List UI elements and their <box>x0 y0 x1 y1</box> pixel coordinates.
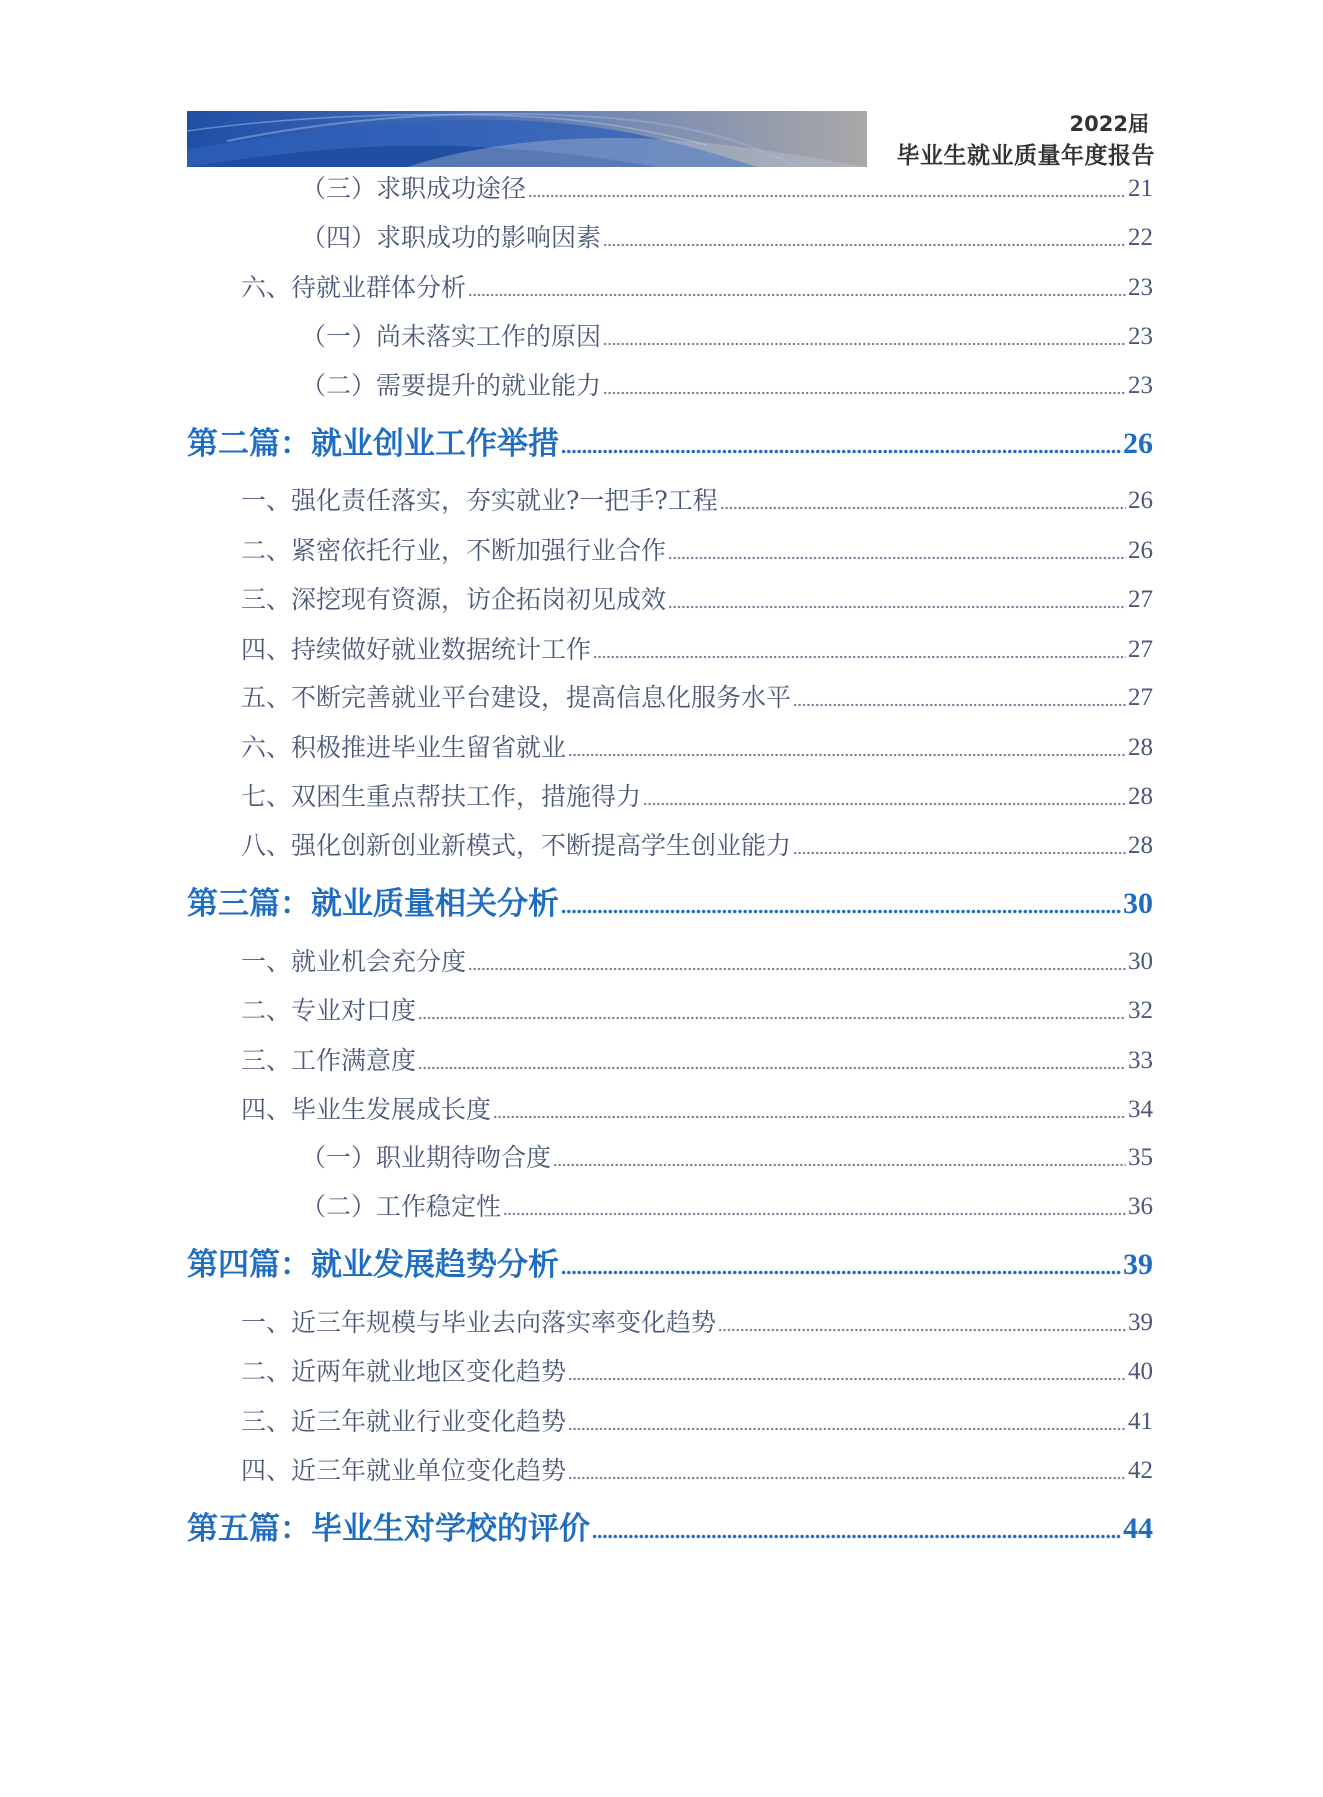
dot-leader <box>603 243 1126 247</box>
toc-entry-label: 五、不断完善就业平台建设，提高信息化服务水平 <box>241 683 792 712</box>
dot-leader <box>468 967 1126 971</box>
toc-entry[interactable] <box>187 1187 1153 1227</box>
toc-chapter-page: 44 <box>1123 1512 1153 1545</box>
toc-entry-label: 一、近三年规模与毕业去向落实率变化趋势 <box>241 1308 717 1337</box>
toc-entry-page: 41 <box>1128 1408 1153 1435</box>
toc-entry[interactable] <box>187 942 1153 982</box>
toc-chapter-page: 39 <box>1123 1248 1153 1281</box>
toc-entry-page: 26 <box>1128 537 1153 564</box>
toc-entry[interactable] <box>187 268 1153 308</box>
toc-entry[interactable] <box>187 580 1153 620</box>
dot-leader <box>568 1377 1126 1381</box>
dot-leader <box>418 1066 1126 1070</box>
toc-entry-page: 23 <box>1128 323 1153 350</box>
toc-entry-page: 27 <box>1128 586 1153 613</box>
toc-entry-label: 二、紧密依托行业，不断加强行业合作 <box>241 536 667 565</box>
toc-entry-label: 二、专业对口度 <box>241 996 417 1025</box>
dot-leader <box>603 342 1126 346</box>
toc-entry-page: 22 <box>1128 224 1153 251</box>
toc-entry-label: （三）求职成功途径 <box>301 174 527 203</box>
header-report-title: 毕业生就业质量年度报告 <box>896 143 1155 169</box>
toc-entry[interactable] <box>187 1041 1153 1081</box>
dot-leader <box>568 1476 1126 1480</box>
toc-entry-page: 42 <box>1128 1457 1153 1484</box>
dot-leader <box>553 1163 1126 1167</box>
toc-entry[interactable] <box>187 366 1153 406</box>
toc-entry-label: 三、深挖现有资源，访企拓岗初见成效 <box>241 585 667 614</box>
toc-entry[interactable] <box>187 630 1153 670</box>
dot-leader <box>561 449 1121 454</box>
toc-entry-page: 28 <box>1128 832 1153 859</box>
dot-leader <box>593 655 1126 659</box>
dot-leader <box>718 1328 1126 1332</box>
toc-entry[interactable] <box>187 317 1153 357</box>
toc-entry[interactable] <box>187 728 1153 768</box>
dot-leader <box>793 703 1126 707</box>
toc-entry[interactable] <box>187 1451 1153 1491</box>
toc-chapter-label: 第四篇：就业发展趋势分析 <box>187 1247 559 1283</box>
dot-leader <box>468 293 1126 297</box>
toc-entry-page: 33 <box>1128 1047 1153 1074</box>
toc-entry[interactable] <box>187 1138 1153 1178</box>
toc-chapter-label: 第三篇：就业质量相关分析 <box>187 886 559 922</box>
toc-entry-label: 二、近两年就业地区变化趋势 <box>241 1357 567 1386</box>
toc-entry-label: 八、强化创新创业新模式，不断提高学生创业能力 <box>241 831 792 860</box>
toc-entry[interactable] <box>187 777 1153 817</box>
toc-entry[interactable] <box>187 826 1153 866</box>
toc-entry-page: 30 <box>1128 948 1153 975</box>
dot-leader <box>503 1212 1126 1216</box>
toc-entry[interactable] <box>187 481 1153 521</box>
table-of-contents <box>187 0 1153 1797</box>
toc-entry[interactable] <box>187 1303 1153 1343</box>
toc-entry-page: 27 <box>1128 636 1153 663</box>
toc-entry-page: 35 <box>1128 1144 1153 1171</box>
toc-entry-page: 39 <box>1128 1309 1153 1336</box>
toc-entry-label: 四、持续做好就业数据统计工作 <box>241 635 592 664</box>
toc-entry-label: （一）职业期待吻合度 <box>301 1143 552 1172</box>
toc-entry-page: 28 <box>1128 783 1153 810</box>
dot-leader <box>528 194 1126 198</box>
toc-entry-page: 23 <box>1128 274 1153 301</box>
toc-chapter-label: 第五篇：毕业生对学校的评价 <box>187 1511 590 1547</box>
toc-chapter-page: 26 <box>1123 427 1153 460</box>
toc-entry-label: （四）求职成功的影响因素 <box>301 223 602 252</box>
toc-entry[interactable] <box>187 169 1153 209</box>
toc-entry-label: 一、强化责任落实，夯实就业?一把手?工程 <box>241 486 718 515</box>
toc-entry-page: 21 <box>1128 175 1153 202</box>
toc-chapter-heading[interactable] <box>187 882 1153 926</box>
toc-entry-page: 26 <box>1128 487 1153 514</box>
header-year-label: 2022届 <box>1069 112 1149 136</box>
toc-entry-label: 四、毕业生发展成长度 <box>241 1095 492 1124</box>
dot-leader <box>793 851 1126 855</box>
toc-chapter-page: 30 <box>1123 887 1153 920</box>
toc-entry-label: 六、待就业群体分析 <box>241 273 467 302</box>
toc-entry-page: 28 <box>1128 734 1153 761</box>
toc-entry-page: 23 <box>1128 372 1153 399</box>
toc-entry-label: 六、积极推进毕业生留省就业 <box>241 733 567 762</box>
dot-leader <box>493 1115 1126 1119</box>
dot-leader <box>561 1270 1121 1275</box>
dot-leader <box>603 391 1126 395</box>
toc-entry-label: 四、近三年就业单位变化趋势 <box>241 1456 567 1485</box>
toc-entry[interactable] <box>187 531 1153 571</box>
toc-entry-label: （二）工作稳定性 <box>301 1192 502 1221</box>
toc-entry[interactable] <box>187 991 1153 1031</box>
toc-entry-page: 36 <box>1128 1193 1153 1220</box>
dot-leader <box>643 802 1126 806</box>
toc-entry[interactable] <box>187 678 1153 718</box>
dot-leader <box>561 909 1121 914</box>
dot-leader <box>668 605 1126 609</box>
toc-entry[interactable] <box>187 1352 1153 1392</box>
dot-leader <box>568 1427 1126 1431</box>
toc-entry-page: 40 <box>1128 1358 1153 1385</box>
dot-leader <box>568 753 1126 757</box>
dot-leader <box>668 556 1126 560</box>
toc-chapter-heading[interactable] <box>187 422 1153 466</box>
toc-entry-label: 三、工作满意度 <box>241 1046 417 1075</box>
dot-leader <box>592 1534 1121 1539</box>
toc-entry-label: 一、就业机会充分度 <box>241 947 467 976</box>
toc-entry[interactable] <box>187 218 1153 258</box>
toc-entry-label: （一）尚未落实工作的原因 <box>301 322 602 351</box>
toc-entry[interactable] <box>187 1090 1153 1130</box>
toc-chapter-heading[interactable] <box>187 1507 1153 1551</box>
dot-leader <box>418 1016 1126 1020</box>
toc-chapter-heading[interactable] <box>187 1243 1153 1287</box>
toc-entry-page: 34 <box>1128 1096 1153 1123</box>
toc-entry-page: 32 <box>1128 997 1153 1024</box>
toc-entry-label: （二）需要提升的就业能力 <box>301 371 602 400</box>
dot-leader <box>720 506 1126 510</box>
toc-entry[interactable] <box>187 1402 1153 1442</box>
toc-entry-label: 三、近三年就业行业变化趋势 <box>241 1407 567 1436</box>
toc-entry-label: 七、双困生重点帮扶工作，措施得力 <box>241 782 642 811</box>
toc-entry-page: 27 <box>1128 684 1153 711</box>
toc-chapter-label: 第二篇：就业创业工作举措 <box>187 426 559 462</box>
